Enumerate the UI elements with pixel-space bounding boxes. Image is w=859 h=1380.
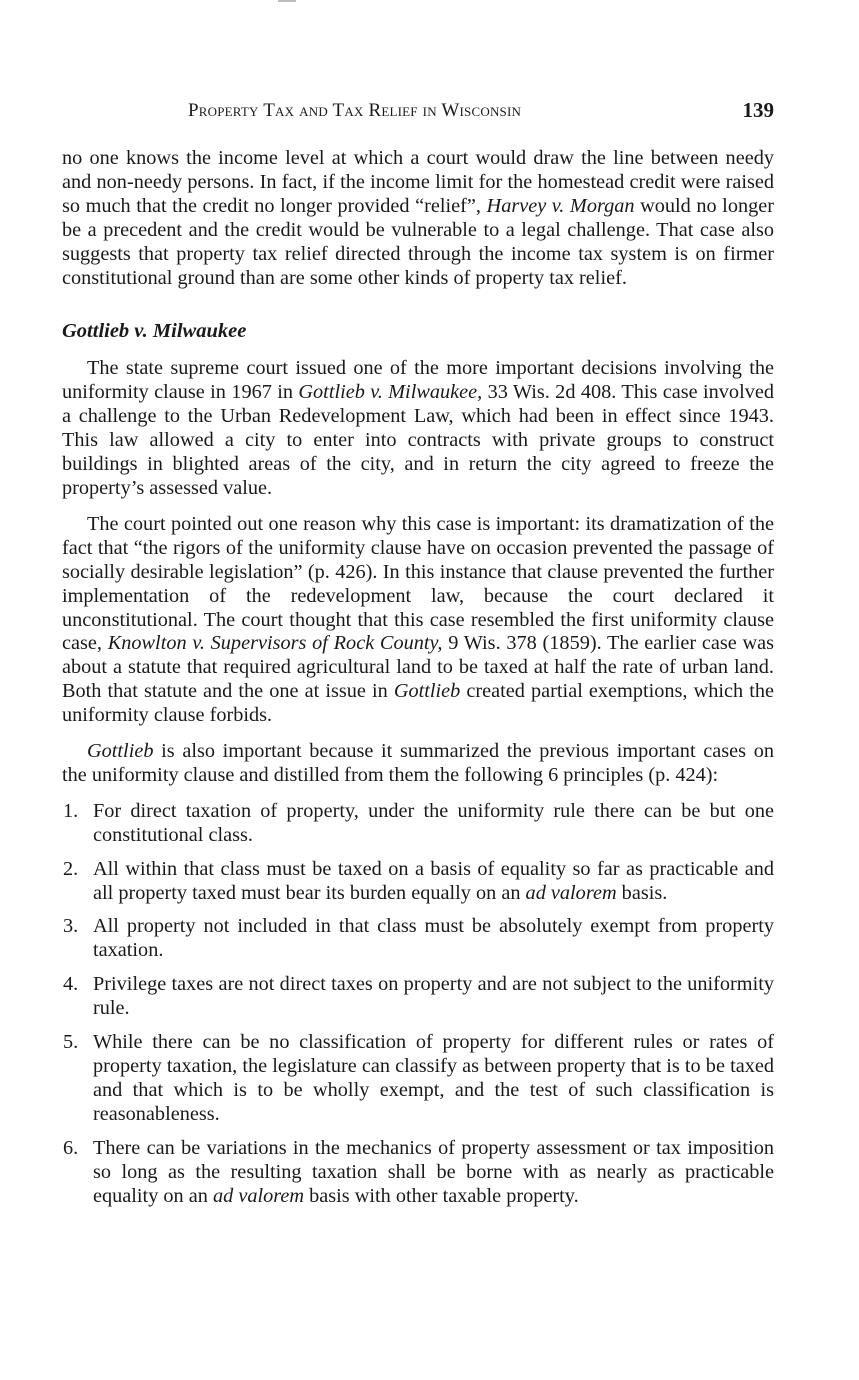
list-text [93,1031,774,1127]
list-item [62,915,774,963]
list-text [93,858,774,906]
paragraph-principles-intro [62,740,774,788]
list-text [93,915,774,963]
para3-text-1: is also important because it summarized the previous important cases on the uniformity clause and distilled from them the following 6 principles (p. 424): [62,740,774,786]
case-citation-knowlton: Knowlton v. Supervisors of Rock County, [107,632,443,655]
list-text [93,1137,774,1209]
list-text [93,800,774,848]
list-number: 6. [63,1136,79,1159]
scan-mark [278,0,296,2]
paragraph-court-reasoning [62,513,774,728]
para2-text-1: The court pointed out one reason why this case is important: its dramatization of the fact that “the rigors of the uniformity clause have on occasion prevented the passage of socially desirable legislation” (p. 426). In this instance that clause prevented the further implementation of the redevelopment law, because the court declared it unconstitutional. The court thought that this case resembled the first uniformity clause case, [62,512,774,655]
list-number: 5. [63,1031,79,1054]
principle-text: basis. [616,881,668,904]
principle-text: There can be variations in the mechanics of property assessment or tax imposition so long as the resulting taxation shall be borne with as nearly as practicable equality on an [93,1136,774,1207]
case-citation-gottlieb: Gottlieb v. Milwaukee, [298,381,483,404]
list-number: 1. [63,799,79,822]
list-item [62,973,774,1021]
section-heading: Gottlieb v. Milwaukee [62,320,247,343]
case-citation-gottlieb-lead: Gottlieb [87,740,154,763]
intro-text-2: would no longer be a precedent and the credit would be vulnerable to a legal challenge. That case also suggests that property tax relief directed through the income tax system is on firmer constitutional ground than are some other kinds of property tax relief. [62,194,774,289]
principle-text: Privilege taxes are not direct taxes on property and are not subject to the uniformity rule. [93,973,774,1020]
intro-paragraph [62,147,774,290]
principle-text: All property not included in that class must be absolutely exempt from property taxation. [93,915,774,962]
intro-text-1: no one knows the income level at which a court would draw the line between needy and non-needy persons. In fact, if the income limit for the homestead credit were raised so much that the credit no longer provided “relief”, [62,147,774,217]
document-page [62,96,774,1218]
page-number: 139 [742,98,774,122]
running-header [62,96,774,126]
list-text [93,973,774,1021]
paragraph-gottlieb-decision [62,357,774,500]
principles-list [62,800,774,1209]
case-citation-gottlieb-short: Gottlieb [393,680,461,703]
list-number: 3. [63,915,79,938]
list-item [62,800,774,848]
para1-text-1: The state supreme court issued one of the more important decisions involving the uniformity clause in 1967 in [62,357,774,404]
principle-text: While there can be no classification of property for different rules or rates of property taxation, the legislature can classify as between property that is to be taxed and that which is to be wholly exempt, and the test of such classification is reasonableness. [93,1031,774,1125]
principle-text: For direct taxation of property, under the uniformity rule there can be but one constitutional class. [93,799,774,846]
principle-emphasis: ad valorem [212,1184,305,1207]
principle-text: All within that class must be taxed on a basis of equality so far as practicable and all property taxed must bear its burden equally on an [93,857,774,904]
principle-text: basis with other taxable property. [304,1184,579,1207]
list-item [62,1031,774,1127]
list-number: 2. [63,857,79,880]
para1-text-2: 33 Wis. 2d 408. This case involved a challenge to the Urban Redevelopment Law, which had been in effect since 1943. This law allowed a city to enter into contracts with private groups to construct buildings in blighted areas of the city, and in return the city agreed to freeze the property’s assessed value. [62,381,774,499]
case-citation-harvey: Harvey v. Morgan [486,194,635,217]
list-number: 4. [63,973,79,996]
list-item [62,1137,774,1209]
running-title: Property Tax and Tax Relief in Wisconsin [188,100,522,121]
para2-text-2: 9 Wis. 378 (1859). The earlier case was about a statute that required agricultural land to be taxed at half the rate of urban land. Both that statute and the one at issue in [62,632,775,703]
para2-text-3: created partial exemptions, which the uniformity clause forbids. [62,680,774,727]
principle-emphasis: ad valorem [525,881,617,904]
list-item [62,858,774,906]
